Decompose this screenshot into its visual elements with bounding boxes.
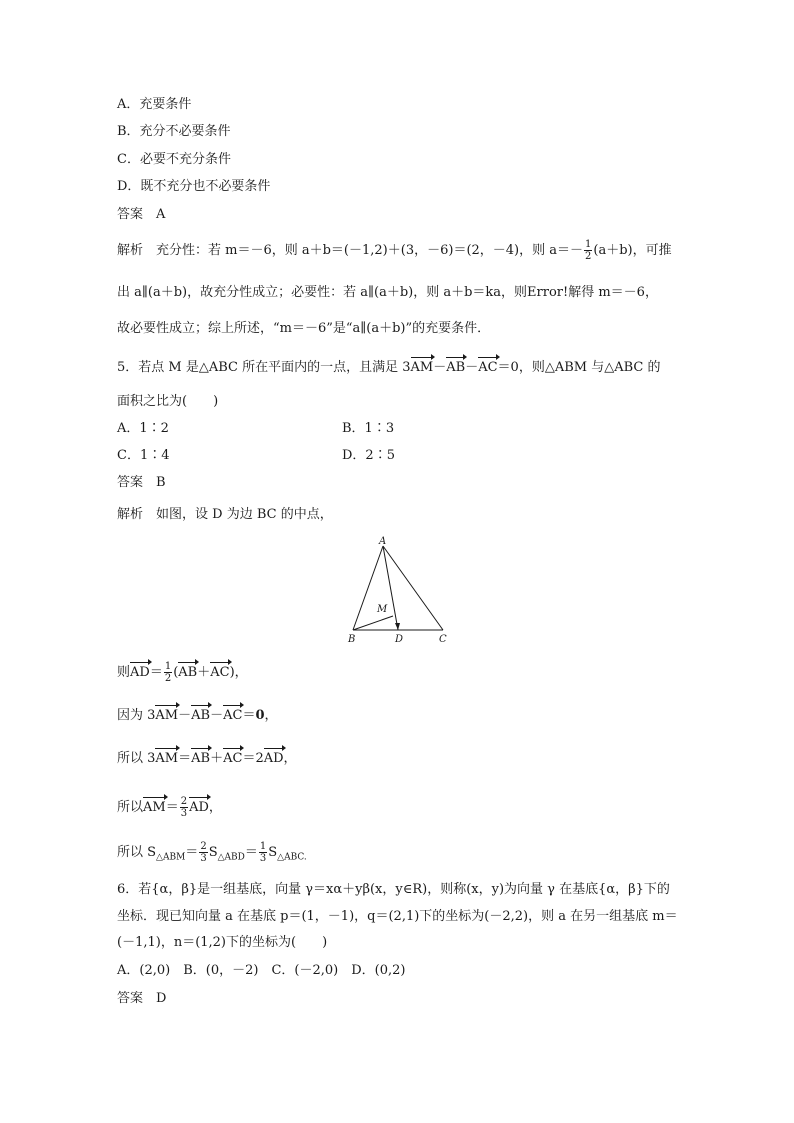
q4-answer: 答案 A <box>117 207 166 222</box>
step5-sub3: △ABC. <box>277 852 307 863</box>
step1-prefix: 则 <box>117 665 131 680</box>
q5-step2: 因为 3AM－AB－AC＝0， <box>117 708 278 723</box>
vector-ac: AC <box>210 665 230 680</box>
step5-prefix: 所以 S <box>117 845 157 860</box>
step4-fraction <box>180 796 188 819</box>
step4-prefix: 所以 <box>117 800 144 815</box>
fraction-numerator: 1 <box>585 239 592 250</box>
fraction-denominator: 3 <box>180 808 188 819</box>
q4-analysis-line1 <box>117 239 672 262</box>
triangle-figure <box>340 535 460 650</box>
q5-option-a: A．1∶2 <box>117 421 169 436</box>
vector-ab: AB <box>191 708 211 723</box>
fraction-denominator: 2 <box>585 251 592 262</box>
vector-ac: AC <box>223 751 243 766</box>
q6-stem-line3: (－1,1)，n＝(1,2)下的坐标为( ) <box>117 935 328 950</box>
fraction-denominator: 3 <box>200 853 207 864</box>
q5-step5: 所以 $S_{\triangle ABM}=$ $\frac{2}{3}$ $S_{\triangle ABD}=$ $\frac{1}{3}$ $S_{\triangle ABC.}$ <box>117 841 307 864</box>
fraction-numerator: 2 <box>200 841 207 852</box>
step2-prefix: 因为 3 <box>117 708 156 723</box>
step5-fraction1 <box>199 841 207 864</box>
vector-ad: AD <box>189 800 209 815</box>
label-c: C <box>439 634 447 645</box>
vector-ab: AB <box>178 665 198 680</box>
q5-stem-line1: 5．若点 M 是△ABC 所在平面内的一点，且满足 3AM－AB－AC＝0，则△ABM 与△ABC 的 <box>117 360 661 375</box>
vector-am: AM <box>410 360 434 375</box>
q6-answer: 答案 D <box>117 991 167 1006</box>
step3-prefix: 所以 3 <box>117 751 156 766</box>
step5-sub1: △ABM <box>156 852 186 863</box>
segment-bm <box>353 616 393 630</box>
q4-option-d: D．既不充分也不必要条件 <box>117 179 271 194</box>
q5-option-c: C．1∶4 <box>117 448 170 463</box>
q6-stem-line2: 坐标．现已知向量 a 在基底 p＝(1，－1)，q＝(2,1)下的坐标为(－2,2)，则 a 在另一组基底 m＝ <box>117 909 678 924</box>
vector-ad: AD <box>263 751 284 766</box>
vector-ab: AB <box>191 751 211 766</box>
q5-step1: 则AD＝ $\frac{1}{2}$ (AB＋AC)， <box>117 661 248 684</box>
fraction-numerator: 1 <box>259 841 267 852</box>
fraction-denominator: 2 <box>164 673 172 684</box>
q5-option-b: B．1∶3 <box>342 421 395 436</box>
vector-am: AM <box>155 708 179 723</box>
q4-option-a: A．充要条件 <box>117 97 192 112</box>
vector-ab: AB <box>446 360 466 375</box>
step5-sub2: △ABD <box>217 852 245 863</box>
step5-s2: S <box>208 845 218 860</box>
q5-analysis: 解析 如图，设 D 为边 BC 的中点， <box>117 507 333 522</box>
q5-answer: 答案 B <box>117 475 166 490</box>
q5-step3: 所以 3AM＝AB＋AC＝2AD， <box>117 751 297 766</box>
fraction-numerator: 1 <box>164 661 172 672</box>
q5-stem-text-b: ＝0，则△ABM 与△ABC 的 <box>497 360 661 375</box>
q5-option-d: D．2∶5 <box>342 448 395 463</box>
label-b: B <box>348 634 356 645</box>
q5-step4: 所以AM＝ $\frac{2}{3}$ AD， <box>117 796 222 819</box>
fraction-numerator: 2 <box>180 796 188 807</box>
q6-stem-line1: 6．若{α，β}是一组基底，向量 γ＝xα＋yβ(x，y∈R)，则称(x，y)为向量 γ 在基底{α，β}下的 <box>117 882 670 897</box>
q4-option-c: C．必要不充分条件 <box>117 152 231 167</box>
side-ac <box>383 546 443 630</box>
step5-s3: S <box>268 845 278 860</box>
side-ab <box>353 546 383 630</box>
step5-fraction2 <box>259 841 267 864</box>
vector-am: AM <box>143 800 166 815</box>
q4-analysis-line2: 出 a∥(a＋b)，故充分性成立；必要性：若 a∥(a＋b)，则 a＋b＝ka，则Error!解得 m＝－6， <box>117 285 658 300</box>
step1-fraction <box>164 661 172 684</box>
vector-ac: AC <box>478 360 498 375</box>
q4-analysis-line3: 故必要性成立；综上所述，“m＝－6”是“a∥(a＋b)”的充要条件． <box>117 321 491 336</box>
q4-analysis-line1-text-a: 解析 充分性：若 m＝－6，则 a＋b＝(－1,2)＋(3，－6)＝(2，－4)，则 a＝－ <box>117 243 584 258</box>
q4-analysis-line1-text-b: (a＋b)，可推 <box>593 243 672 258</box>
fraction-denominator: 3 <box>259 853 267 864</box>
vector-am: AM <box>155 751 179 766</box>
label-d: D <box>395 634 404 645</box>
label-a: A <box>379 536 387 547</box>
q6-options: A．(2,0) B．(0，－2) C．(－2,0) D．(0,2) <box>117 963 406 978</box>
label-m: M <box>377 604 388 615</box>
vector-ac: AC <box>223 708 243 723</box>
q4-option-b: B．充分不必要条件 <box>117 124 231 139</box>
q5-stem-line2: 面积之比为( ) <box>117 394 219 409</box>
q4-analysis-fraction <box>584 239 592 262</box>
vector-ad: AD <box>130 665 150 680</box>
q5-stem-text-a: 5．若点 M 是△ABC 所在平面内的一点，且满足 3 <box>117 360 411 375</box>
